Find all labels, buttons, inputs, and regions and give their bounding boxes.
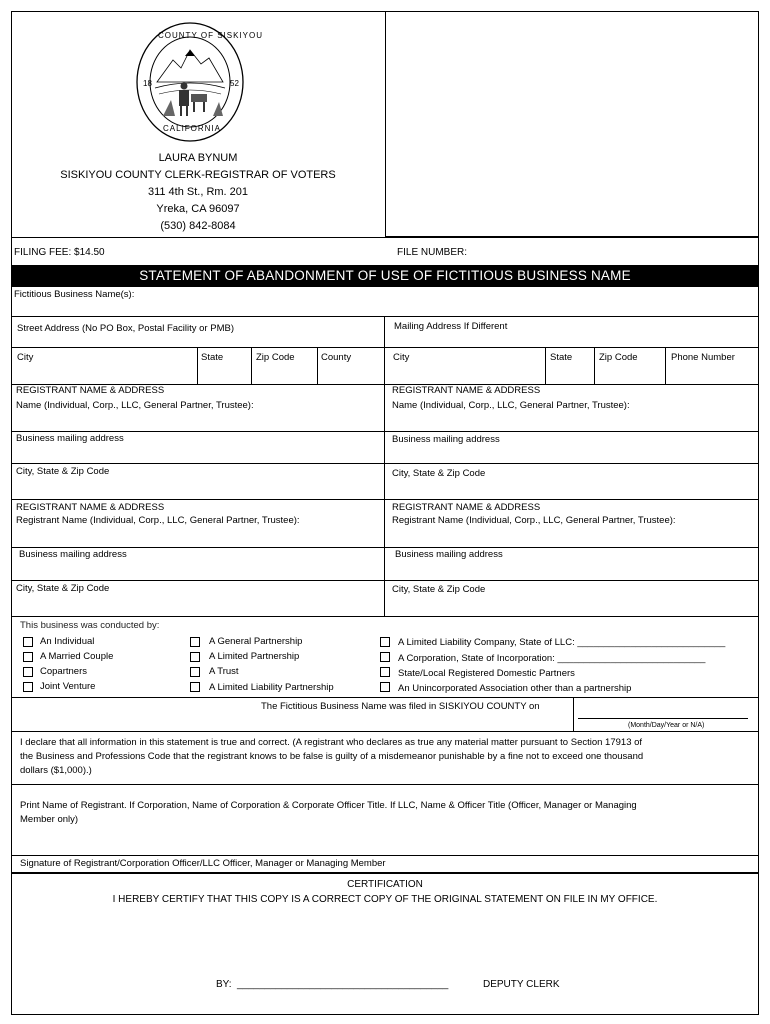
clerk-address-2: Yreka, CA 96097: [156, 203, 240, 215]
option-married-couple: A Married Couple: [40, 651, 114, 662]
divider: [11, 731, 759, 732]
divider: [11, 347, 759, 348]
city-label-1: City: [17, 352, 34, 363]
divider: [11, 316, 759, 317]
business-mailing-4: Business mailing address: [395, 549, 503, 560]
checkbox-general-partnership[interactable]: [190, 637, 200, 647]
divider: [197, 347, 198, 384]
checkbox-married-couple[interactable]: [23, 652, 33, 662]
form-title: STATEMENT OF ABANDONMENT OF USE OF FICTITIOUS BUSINESS NAME: [139, 268, 631, 283]
street-address-label: Street Address (No PO Box, Postal Facility or PMB): [17, 323, 234, 334]
seal-year-left: 18: [143, 79, 152, 88]
form-title-bar: [12, 265, 758, 287]
divider: [11, 872, 759, 874]
option-general-partnership: A General Partnership: [209, 636, 303, 647]
divider: [11, 616, 759, 617]
zip-label-2: Zip Code: [599, 352, 638, 363]
checkbox-domestic-partners[interactable]: [380, 667, 390, 677]
city-state-zip-3: City, State & Zip Code: [16, 583, 110, 594]
zip-label-1: Zip Code: [256, 352, 295, 363]
conducted-by-label: This business was conducted by:: [20, 620, 160, 631]
by-label: BY:: [216, 979, 232, 990]
option-individual: An Individual: [40, 636, 95, 647]
registrant-heading-3: REGISTRANT NAME & ADDRESS: [16, 502, 165, 513]
option-unincorporated: An Unincorporated Association other than a partnership: [398, 683, 632, 694]
city-label-2: City: [393, 352, 410, 363]
checkbox-joint-venture[interactable]: [23, 682, 33, 692]
print-name-field[interactable]: [12, 828, 758, 854]
divider: [11, 697, 759, 698]
date-hint: (Month/Day/Year or N/A): [628, 722, 705, 729]
registrant-heading-2: REGISTRANT NAME & ADDRESS: [392, 385, 541, 396]
registrant-name-label-4: Registrant Name (Individual, Corp., LLC, General Partner, Trustee):: [392, 515, 676, 526]
registrant-heading-4: REGISTRANT NAME & ADDRESS: [392, 502, 541, 513]
divider: [573, 697, 574, 731]
divider: [11, 431, 759, 432]
checkbox-llp[interactable]: [190, 682, 200, 692]
business-name-label: Fictitious Business Name(s):: [14, 289, 135, 300]
filing-fee: FILING FEE: $14.50: [14, 247, 105, 258]
checkbox-limited-partnership[interactable]: [190, 652, 200, 662]
declaration-line-1: I declare that all information in this statement is true and correct. (A registrant who declares as true any material matter pursuant to Section 17913 of: [20, 737, 643, 748]
checkbox-trust[interactable]: [190, 667, 200, 677]
option-limited-partnership: A Limited Partnership: [209, 651, 300, 662]
city-state-zip-4: City, State & Zip Code: [392, 584, 486, 595]
divider: [384, 316, 385, 384]
option-copartners: Copartners: [40, 666, 87, 677]
file-stamp-box[interactable]: [385, 11, 759, 237]
business-mailing-3: Business mailing address: [19, 549, 127, 560]
declaration-line-3: dollars ($1,000).): [20, 765, 92, 776]
phone-label: Phone Number: [671, 352, 735, 363]
clerk-name: LAURA BYNUM: [158, 152, 238, 164]
registrant-name-label-3: Registrant Name (Individual, Corp., LLC, General Partner, Trustee):: [16, 515, 300, 526]
city-state-zip-1: City, State & Zip Code: [16, 466, 110, 477]
state-label-2: State: [550, 352, 573, 363]
divider: [11, 237, 759, 238]
print-name-line-2: Member only): [20, 814, 79, 825]
state-label-1: State: [201, 352, 224, 363]
divider: [11, 855, 759, 856]
seal-ring-bottom: CALIFORNIA: [163, 124, 222, 133]
checkbox-unincorporated[interactable]: [380, 682, 390, 692]
print-name-line-1: Print Name of Registrant. If Corporation, Name of Corporation & Corporate Officer Title. If LLC, Name & Officer Title (Officer, Manager or Managing: [20, 800, 637, 811]
divider: [594, 347, 595, 384]
date-underline: [578, 718, 748, 719]
divider: [384, 384, 385, 616]
deputy-clerk-label: DEPUTY CLERK: [483, 979, 560, 990]
file-number-label: FILE NUMBER:: [397, 247, 468, 258]
divider: [251, 347, 252, 384]
county-label: County: [321, 352, 352, 363]
registrant-name-label-1: Name (Individual, Corp., LLC, General Partner, Trustee):: [16, 400, 254, 411]
divider: [11, 580, 759, 581]
option-llc: A Limited Liability Company, State of LLC: ____________________________: [398, 637, 726, 648]
declaration-line-2: the Business and Professions Code that the registrant knows to be false is guilty of a misdemeanor punishable by a fine not to exceed one thousand: [20, 751, 644, 762]
divider: [11, 784, 759, 785]
option-joint-venture: Joint Venture: [40, 681, 96, 692]
business-mailing-2: Business mailing address: [392, 434, 500, 445]
divider: [665, 347, 666, 384]
business-mailing-1: Business mailing address: [16, 433, 124, 444]
divider: [11, 499, 759, 500]
option-corporation: A Corporation, State of Incorporation: ____________________________: [398, 653, 706, 664]
mailing-address-label: Mailing Address If Different: [394, 321, 508, 332]
city-state-zip-2: City, State & Zip Code: [392, 468, 486, 479]
registrant-name-label-2: Name (Individual, Corp., LLC, General Partner, Trustee):: [392, 400, 630, 411]
filed-statement: The Fictitious Business Name was filed in SISKIYOU COUNTY on: [261, 701, 540, 712]
divider: [11, 463, 759, 464]
certification-text: I HEREBY CERTIFY THAT THIS COPY IS A CORRECT COPY OF THE ORIGINAL STATEMENT ON FILE IN MY OFFICE.: [112, 894, 658, 905]
option-domestic-partners: State/Local Registered Domestic Partners: [398, 668, 575, 679]
registrant-heading-1: REGISTRANT NAME & ADDRESS: [16, 385, 165, 396]
divider: [317, 347, 318, 384]
clerk-phone: (530) 842-8084: [160, 220, 236, 232]
signature-label: Signature of Registrant/Corporation Officer/LLC Officer, Manager or Managing Member: [20, 858, 386, 869]
checkbox-individual[interactable]: [23, 637, 33, 647]
business-name-field[interactable]: [12, 288, 758, 316]
divider: [545, 347, 546, 384]
seal-ring-top: COUNTY OF SISKIYOU: [158, 31, 263, 40]
deputy-signature-line[interactable]: ______________________________________: [237, 979, 449, 990]
checkbox-corporation[interactable]: [380, 652, 390, 662]
clerk-title: SISKIYOU COUNTY CLERK-REGISTRAR OF VOTERS: [60, 169, 336, 181]
checkbox-llc[interactable]: [380, 637, 390, 647]
filed-date-field[interactable]: [578, 699, 748, 717]
divider: [11, 547, 759, 548]
seal-year-right: 52: [230, 79, 239, 88]
clerk-address-1: 311 4th St., Rm. 201: [147, 186, 249, 198]
certification-title: CERTIFICATION: [347, 879, 423, 890]
option-llp: A Limited Liability Partnership: [209, 682, 334, 693]
option-trust: A Trust: [209, 666, 239, 677]
checkbox-copartners[interactable]: [23, 667, 33, 677]
